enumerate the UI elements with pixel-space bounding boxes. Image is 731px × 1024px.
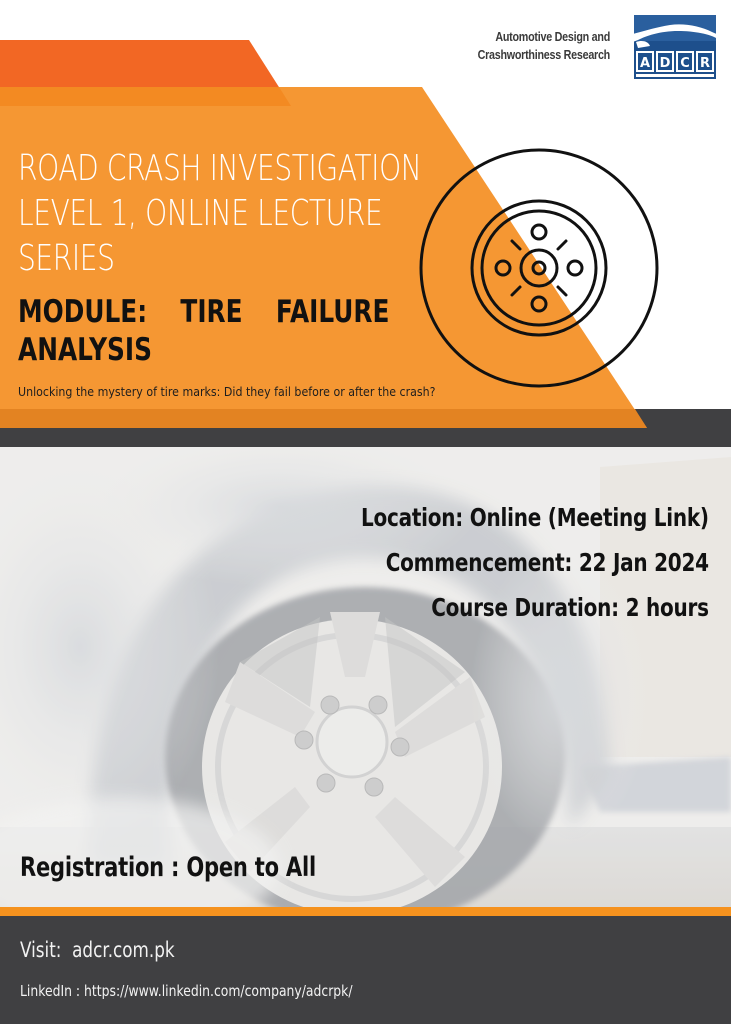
registration-text: Registration : Open to All <box>20 852 316 883</box>
linkedin-link[interactable]: LinkedIn : https://www.linkedin.com/company/adcrpk/ <box>20 982 353 1000</box>
svg-text:C: C <box>680 56 690 71</box>
footer <box>0 916 731 1024</box>
module-title: MODULE: TIRE FAILURE ANALYSIS <box>18 294 390 368</box>
logo-letter: A <box>639 56 651 71</box>
svg-text:R: R <box>699 56 711 71</box>
duration-text: Course Duration: 2 hours <box>431 593 709 622</box>
svg-text:D: D <box>659 56 671 71</box>
tagline: Unlocking the mystery of tire marks: Did they fail before or after the crash? <box>18 385 436 399</box>
commencement-text: Commencement: 22 Jan 2024 <box>385 548 709 577</box>
website-link[interactable]: Visit: adcr.com.pk <box>20 938 175 962</box>
organization-name: Automotive Design and Crashworthiness Research <box>477 30 610 62</box>
course-title: ROAD CRASH INVESTIGATION LEVEL 1, ONLINE LECTURE SERIES <box>18 148 422 279</box>
orange-stripe <box>0 907 731 916</box>
course-details <box>361 495 709 630</box>
location-text: Location: Online (Meeting Link) <box>361 503 709 532</box>
adcr-logo <box>622 12 726 82</box>
